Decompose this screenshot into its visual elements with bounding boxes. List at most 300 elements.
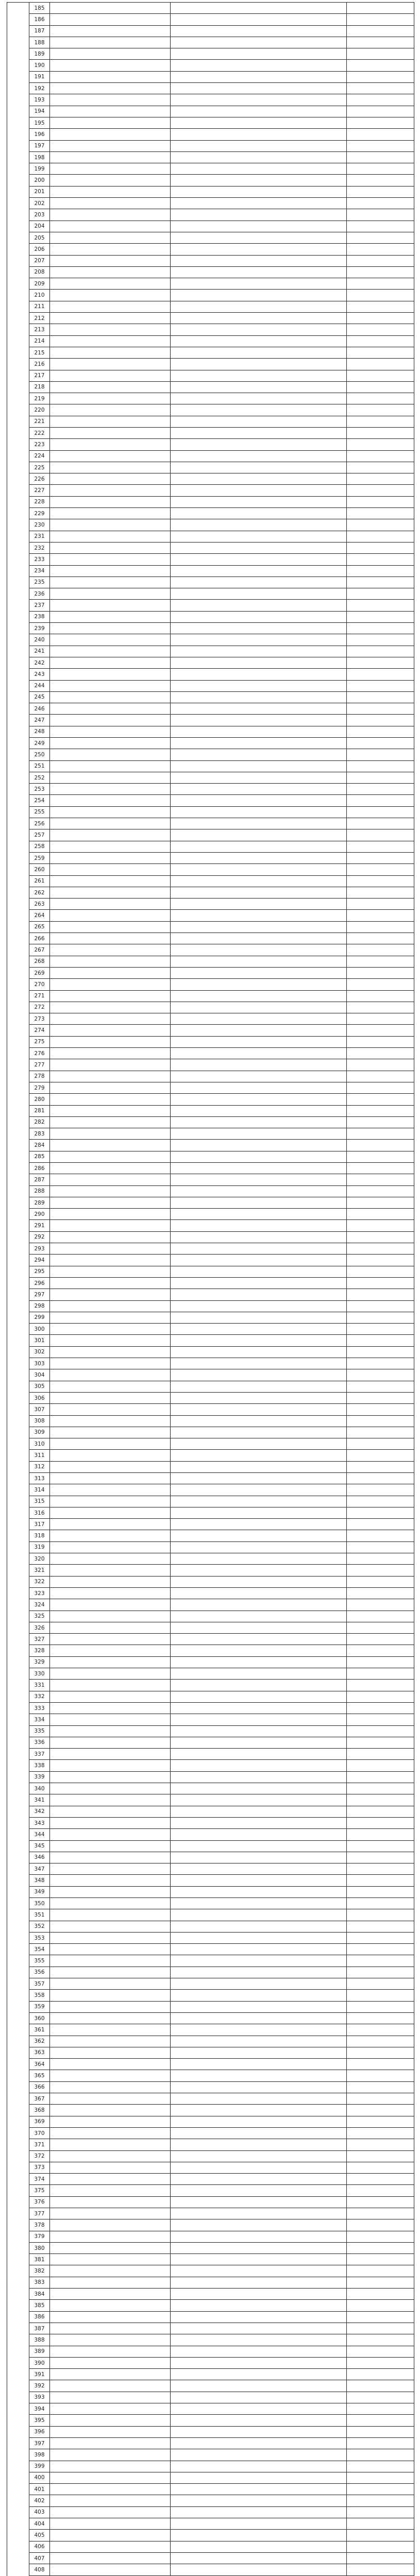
department-cell xyxy=(347,680,414,691)
row-number: 344 xyxy=(29,1829,50,1840)
row-number: 341 xyxy=(29,1794,50,1806)
department-cell xyxy=(347,1358,414,1369)
scope-cell xyxy=(171,496,347,507)
item-name-cell xyxy=(50,1461,171,1472)
row-number: 361 xyxy=(29,2024,50,2036)
scope-cell xyxy=(171,2024,347,2036)
scope-cell xyxy=(171,1324,347,1335)
row-number: 368 xyxy=(29,2105,50,2116)
department-cell xyxy=(347,2369,414,2380)
table-row xyxy=(7,600,414,611)
table-row xyxy=(7,83,414,94)
table-row xyxy=(7,784,414,795)
item-name-cell xyxy=(50,967,171,978)
table-row xyxy=(7,1691,414,1702)
scope-cell xyxy=(171,542,347,553)
department-cell xyxy=(347,1955,414,1967)
item-name-cell xyxy=(50,1255,171,1266)
table-row xyxy=(7,2300,414,2311)
department-cell xyxy=(347,1484,414,1496)
table-row xyxy=(7,852,414,863)
table-row xyxy=(7,393,414,404)
item-name-cell xyxy=(50,669,171,680)
item-name-cell xyxy=(50,2001,171,2012)
row-number: 232 xyxy=(29,542,50,553)
scope-cell xyxy=(171,1461,347,1472)
scope-cell xyxy=(171,1266,347,1277)
row-number: 314 xyxy=(29,1484,50,1496)
department-cell xyxy=(347,1473,414,1484)
item-name-cell xyxy=(50,829,171,841)
department-cell xyxy=(347,1002,414,1013)
scope-cell xyxy=(171,1404,347,1415)
item-name-cell xyxy=(50,1059,171,1071)
table-row xyxy=(7,347,414,358)
row-number: 193 xyxy=(29,94,50,106)
item-name-cell xyxy=(50,393,171,404)
department-cell xyxy=(347,2392,414,2403)
department-cell xyxy=(347,1255,414,1266)
department-cell xyxy=(347,2231,414,2242)
row-number: 397 xyxy=(29,2437,50,2449)
scope-cell xyxy=(171,1921,347,1932)
row-number: 280 xyxy=(29,1094,50,1105)
row-number: 365 xyxy=(29,2070,50,2081)
item-name-cell xyxy=(50,83,171,94)
table-row xyxy=(7,1013,414,1025)
item-name-cell xyxy=(50,2426,171,2437)
table-row xyxy=(7,186,414,197)
row-number: 364 xyxy=(29,2059,50,2070)
item-name-cell xyxy=(50,1300,171,1312)
table-row xyxy=(7,2047,414,2058)
item-name-cell xyxy=(50,1140,171,1151)
item-name-cell xyxy=(50,990,171,1002)
item-name-cell xyxy=(50,2242,171,2253)
item-name-cell xyxy=(50,129,171,140)
item-name-cell xyxy=(50,1438,171,1450)
department-cell xyxy=(347,1840,414,1852)
department-cell xyxy=(347,1220,414,1231)
row-number: 302 xyxy=(29,1346,50,1358)
row-number: 389 xyxy=(29,2346,50,2357)
scope-cell xyxy=(171,1553,347,1565)
table-row xyxy=(7,680,414,691)
table-row xyxy=(7,829,414,841)
scope-cell xyxy=(171,106,347,117)
department-cell xyxy=(347,1162,414,1174)
scope-cell xyxy=(171,1852,347,1863)
table-row xyxy=(7,2127,414,2139)
scope-cell xyxy=(171,1013,347,1025)
scope-cell xyxy=(171,2369,347,2380)
table-row xyxy=(7,1185,414,1197)
item-name-cell xyxy=(50,1404,171,1415)
item-name-cell xyxy=(50,760,171,772)
item-name-cell xyxy=(50,1209,171,1220)
department-cell xyxy=(347,129,414,140)
item-name-cell xyxy=(50,335,171,347)
row-number: 354 xyxy=(29,1944,50,1955)
table-row xyxy=(7,715,414,726)
scope-cell xyxy=(171,48,347,60)
row-number: 391 xyxy=(29,2369,50,2380)
scope-cell xyxy=(171,335,347,347)
department-cell xyxy=(347,335,414,347)
department-cell xyxy=(347,2024,414,2036)
department-cell xyxy=(347,290,414,301)
scope-cell xyxy=(171,14,347,25)
department-cell xyxy=(347,841,414,852)
row-number: 386 xyxy=(29,2311,50,2323)
scope-cell xyxy=(171,2185,347,2196)
table-row xyxy=(7,2369,414,2380)
scope-cell xyxy=(171,1806,347,1817)
table-row xyxy=(7,2346,414,2357)
row-number: 237 xyxy=(29,600,50,611)
department-cell xyxy=(347,106,414,117)
scope-cell xyxy=(171,94,347,106)
scope-cell xyxy=(171,531,347,542)
table-row xyxy=(7,1519,414,1530)
table-row xyxy=(7,1415,414,1427)
row-number: 374 xyxy=(29,2174,50,2185)
item-name-cell xyxy=(50,485,171,496)
row-number: 290 xyxy=(29,1209,50,1220)
department-cell xyxy=(347,427,414,438)
item-name-cell xyxy=(50,2484,171,2495)
department-cell xyxy=(347,2449,414,2461)
scope-cell xyxy=(171,2162,347,2173)
department-cell xyxy=(347,1645,414,1656)
table-row xyxy=(7,2242,414,2253)
scope-cell xyxy=(171,1541,347,1553)
table-row xyxy=(7,1829,414,1840)
department-cell xyxy=(347,1783,414,1794)
scope-cell xyxy=(171,657,347,668)
item-name-cell xyxy=(50,2506,171,2518)
department-cell xyxy=(347,1519,414,1530)
department-cell xyxy=(347,1461,414,1472)
scope-cell xyxy=(171,1105,347,1116)
row-number: 299 xyxy=(29,1312,50,1323)
item-name-cell xyxy=(50,198,171,209)
department-cell xyxy=(347,1128,414,1140)
row-number: 298 xyxy=(29,1300,50,1312)
item-name-cell xyxy=(50,2437,171,2449)
row-number: 380 xyxy=(29,2242,50,2253)
table-row xyxy=(7,726,414,737)
item-name-cell xyxy=(50,244,171,255)
item-name-cell xyxy=(50,944,171,956)
scope-cell xyxy=(171,2070,347,2081)
department-cell xyxy=(347,1116,414,1128)
table-row xyxy=(7,2208,414,2219)
row-number: 350 xyxy=(29,1897,50,1909)
department-cell xyxy=(347,1209,414,1220)
table-row xyxy=(7,967,414,978)
table-row xyxy=(7,875,414,887)
department-cell xyxy=(347,1668,414,1680)
scope-cell xyxy=(171,1082,347,1093)
row-number: 304 xyxy=(29,1369,50,1381)
row-number: 316 xyxy=(29,1507,50,1518)
item-name-cell xyxy=(50,2219,171,2231)
row-number: 273 xyxy=(29,1013,50,1025)
item-name-cell xyxy=(50,2495,171,2506)
table-row xyxy=(7,255,414,266)
scope-cell xyxy=(171,186,347,197)
row-number: 331 xyxy=(29,1680,50,1691)
row-number: 269 xyxy=(29,967,50,978)
department-cell xyxy=(347,1725,414,1737)
item-name-cell xyxy=(50,1450,171,1461)
item-name-cell xyxy=(50,956,171,967)
department-cell xyxy=(347,71,414,82)
department-cell xyxy=(347,232,414,243)
department-cell xyxy=(347,806,414,818)
item-name-cell xyxy=(50,933,171,944)
row-number: 403 xyxy=(29,2506,50,2518)
item-name-cell xyxy=(50,1622,171,1633)
row-number: 255 xyxy=(29,806,50,818)
scope-cell xyxy=(171,1438,347,1450)
item-name-cell xyxy=(50,175,171,186)
scope-cell xyxy=(171,1932,347,1943)
item-name-cell xyxy=(50,1392,171,1403)
item-name-cell xyxy=(50,1806,171,1817)
item-name-cell xyxy=(50,1473,171,1484)
item-name-cell xyxy=(50,2564,171,2575)
scope-cell xyxy=(171,37,347,48)
table-row xyxy=(7,1645,414,1656)
scope-cell xyxy=(171,1392,347,1403)
scope-cell xyxy=(171,1897,347,1909)
row-number: 337 xyxy=(29,1749,50,1760)
row-number: 355 xyxy=(29,1955,50,1967)
item-name-cell xyxy=(50,715,171,726)
row-number: 272 xyxy=(29,1002,50,1013)
scope-cell xyxy=(171,129,347,140)
department-cell xyxy=(347,600,414,611)
row-number: 293 xyxy=(29,1243,50,1255)
table-row xyxy=(7,806,414,818)
row-number: 398 xyxy=(29,2449,50,2461)
department-cell xyxy=(347,151,414,163)
row-number: 254 xyxy=(29,795,50,806)
row-number: 219 xyxy=(29,393,50,404)
row-number: 200 xyxy=(29,175,50,186)
department-cell xyxy=(347,1381,414,1392)
scope-cell xyxy=(171,2081,347,2093)
row-number: 222 xyxy=(29,427,50,438)
table-row xyxy=(7,1346,414,1358)
row-number: 358 xyxy=(29,1990,50,2001)
item-name-cell xyxy=(50,588,171,600)
department-cell xyxy=(347,1507,414,1518)
scope-cell xyxy=(171,2437,347,2449)
table-row xyxy=(7,1760,414,1771)
scope-cell xyxy=(171,209,347,221)
table-row xyxy=(7,221,414,232)
scope-cell xyxy=(171,2093,347,2105)
scope-cell xyxy=(171,554,347,565)
table-row xyxy=(7,1059,414,1071)
item-name-cell xyxy=(50,565,171,577)
table-row xyxy=(7,1702,414,1714)
table-row xyxy=(7,1140,414,1151)
scope-cell xyxy=(171,1346,347,1358)
department-cell xyxy=(347,1289,414,1300)
department-cell xyxy=(347,2552,414,2564)
scope-cell xyxy=(171,3,347,14)
department-cell xyxy=(347,2472,414,2483)
department-cell xyxy=(347,2518,414,2530)
department-cell xyxy=(347,2530,414,2541)
department-cell xyxy=(347,2403,414,2415)
department-cell xyxy=(347,2196,414,2208)
row-number: 346 xyxy=(29,1852,50,1863)
department-cell xyxy=(347,979,414,990)
table-row xyxy=(7,1576,414,1587)
scope-cell xyxy=(171,1967,347,1978)
item-name-cell xyxy=(50,1415,171,1427)
scope-cell xyxy=(171,841,347,852)
item-name-cell xyxy=(50,1587,171,1599)
item-name-cell xyxy=(50,806,171,818)
item-name-cell xyxy=(50,106,171,117)
table-row xyxy=(7,94,414,106)
department-cell xyxy=(347,2036,414,2047)
department-cell xyxy=(347,875,414,887)
department-cell xyxy=(347,1071,414,1082)
item-name-cell xyxy=(50,1094,171,1105)
table-row xyxy=(7,25,414,37)
table-row xyxy=(7,2426,414,2437)
item-name-cell xyxy=(50,1496,171,1507)
item-name-cell xyxy=(50,1794,171,1806)
scope-cell xyxy=(171,1955,347,1967)
item-name-cell xyxy=(50,2323,171,2334)
table-row xyxy=(7,1427,414,1438)
table-row xyxy=(7,2024,414,2036)
scope-cell xyxy=(171,1587,347,1599)
row-number: 242 xyxy=(29,657,50,668)
item-name-cell xyxy=(50,680,171,691)
table-row xyxy=(7,2484,414,2495)
scope-cell xyxy=(171,232,347,243)
row-number: 238 xyxy=(29,611,50,622)
scope-cell xyxy=(171,163,347,175)
item-name-cell xyxy=(50,255,171,266)
table-row xyxy=(7,554,414,565)
row-number: 322 xyxy=(29,1576,50,1587)
row-number: 207 xyxy=(29,255,50,266)
table-row xyxy=(7,48,414,60)
table-row xyxy=(7,795,414,806)
item-name-cell xyxy=(50,2185,171,2196)
scope-cell xyxy=(171,577,347,588)
item-name-cell xyxy=(50,1725,171,1737)
row-number: 282 xyxy=(29,1116,50,1128)
row-number: 378 xyxy=(29,2219,50,2231)
table-row xyxy=(7,1231,414,1243)
scope-cell xyxy=(171,462,347,473)
item-name-cell xyxy=(50,1955,171,1967)
department-cell xyxy=(347,2047,414,2058)
row-number: 329 xyxy=(29,1656,50,1668)
scope-cell xyxy=(171,611,347,622)
table-row xyxy=(7,1634,414,1645)
item-name-cell xyxy=(50,2024,171,2036)
department-cell xyxy=(347,508,414,519)
row-number: 307 xyxy=(29,1404,50,1415)
table-row xyxy=(7,2449,414,2461)
scope-cell xyxy=(171,806,347,818)
table-row xyxy=(7,1358,414,1369)
scope-cell xyxy=(171,290,347,301)
table-row xyxy=(7,1541,414,1553)
row-number: 343 xyxy=(29,1817,50,1828)
scope-cell xyxy=(171,278,347,290)
row-number: 281 xyxy=(29,1105,50,1116)
item-name-cell xyxy=(50,1277,171,1289)
item-name-cell xyxy=(50,1634,171,1645)
department-cell xyxy=(347,1817,414,1828)
table-row xyxy=(7,2150,414,2162)
scope-cell xyxy=(171,1484,347,1496)
table-row xyxy=(7,1128,414,1140)
scope-cell xyxy=(171,669,347,680)
item-name-cell xyxy=(50,542,171,553)
table-row xyxy=(7,1162,414,1174)
scope-cell xyxy=(171,1656,347,1668)
row-number: 259 xyxy=(29,852,50,863)
scope-cell xyxy=(171,772,347,783)
item-name-cell xyxy=(50,1840,171,1852)
table-row xyxy=(7,2174,414,2185)
department-cell xyxy=(347,1427,414,1438)
scope-cell xyxy=(171,2311,347,2323)
item-name-cell xyxy=(50,1369,171,1381)
table-row xyxy=(7,1151,414,1162)
table-row xyxy=(7,979,414,990)
item-name-cell xyxy=(50,2105,171,2116)
row-number: 405 xyxy=(29,2530,50,2541)
row-number: 303 xyxy=(29,1358,50,1369)
item-name-cell xyxy=(50,691,171,703)
row-number: 249 xyxy=(29,738,50,749)
row-number: 271 xyxy=(29,990,50,1002)
department-cell xyxy=(347,60,414,71)
item-name-cell xyxy=(50,2311,171,2323)
item-name-cell xyxy=(50,1680,171,1691)
item-name-cell xyxy=(50,726,171,737)
item-name-cell xyxy=(50,1507,171,1518)
department-cell xyxy=(347,359,414,370)
item-name-cell xyxy=(50,1541,171,1553)
row-number: 198 xyxy=(29,151,50,163)
scope-cell xyxy=(171,2552,347,2564)
table-row xyxy=(7,1897,414,1909)
row-number: 252 xyxy=(29,772,50,783)
row-number: 266 xyxy=(29,933,50,944)
scope-cell xyxy=(171,404,347,416)
department-cell xyxy=(347,691,414,703)
table-row xyxy=(7,1599,414,1611)
table-row xyxy=(7,1955,414,1967)
table-row xyxy=(7,1461,414,1472)
